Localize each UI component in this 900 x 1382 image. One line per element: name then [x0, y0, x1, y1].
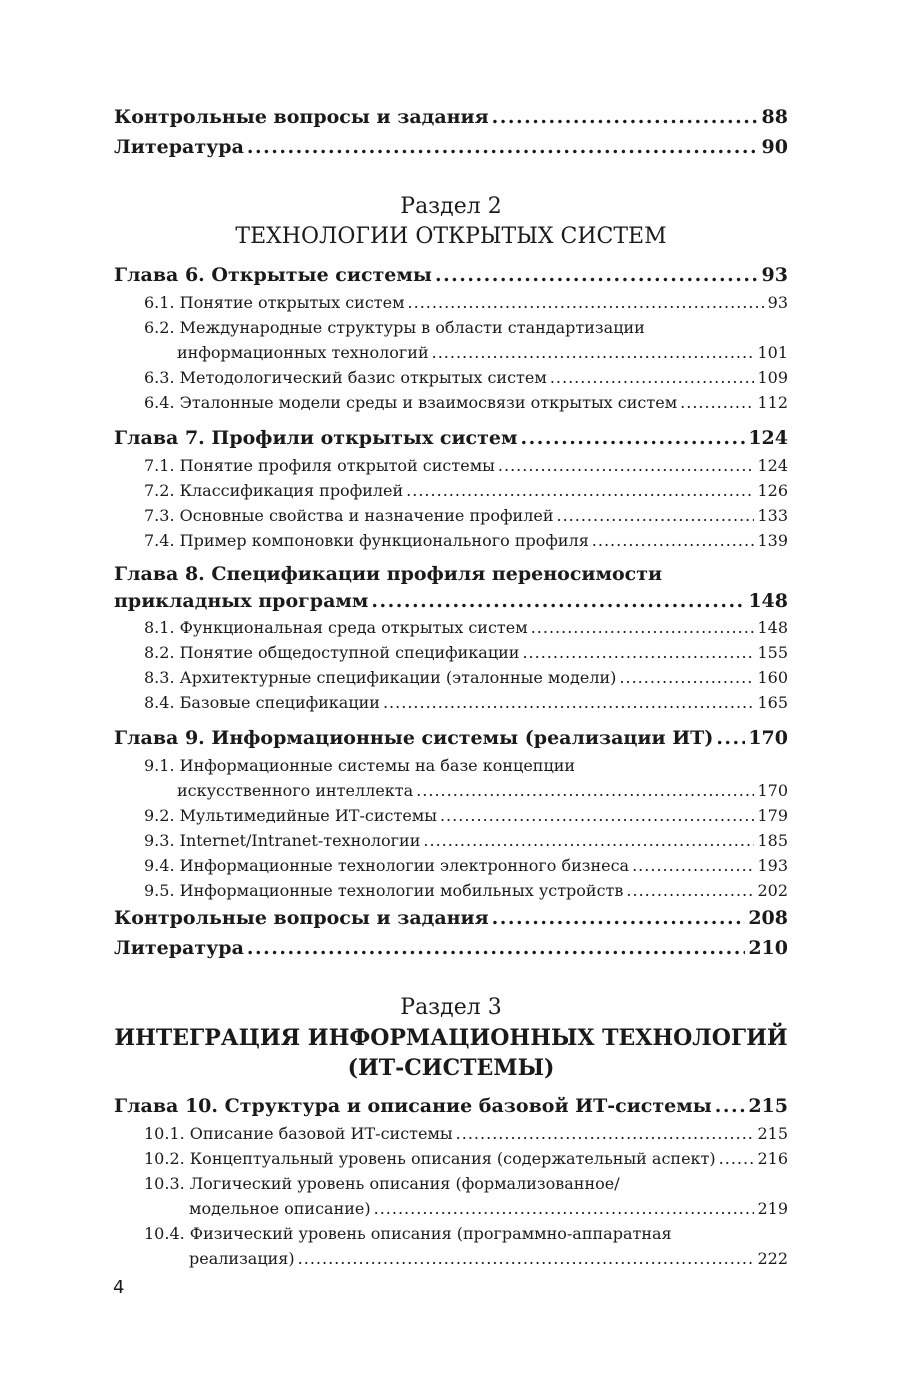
dot-leader [374, 1196, 755, 1221]
toc-chapter-entry [114, 132, 788, 162]
toc-subentry [114, 478, 788, 503]
toc-subentry [114, 528, 788, 553]
toc-subentry [114, 1246, 788, 1271]
entry-title: реализация) [189, 1249, 295, 1268]
dot-leader [716, 723, 745, 753]
section-title: ТЕХНОЛОГИИ ОТКРЫТЫХ СИСТЕМ [235, 224, 667, 249]
dot-leader [432, 340, 755, 365]
toc-chapter-entry [114, 102, 788, 132]
entry-page: 202 [757, 881, 788, 900]
dot-leader [435, 260, 759, 290]
entry-title: модельное описание) [189, 1199, 371, 1218]
toc-subentry [114, 803, 788, 828]
entry-title: 8.4. Базовые спецификации [144, 693, 380, 712]
section-label: Раздел 3 [400, 995, 502, 1020]
entry-title: 10.1. Описание базовой ИТ-системы [144, 1124, 453, 1143]
dot-leader [521, 423, 746, 453]
entry-title: Контрольные вопросы и задания [114, 907, 489, 929]
entry-title: Литература [114, 136, 244, 158]
entry-title: Глава 9. Информационные системы (реализации ИТ) [114, 727, 714, 749]
entry-title: 7.3. Основные свойства и назначение профилей [144, 506, 554, 525]
dot-leader [492, 102, 759, 132]
entry-page: 124 [748, 427, 788, 449]
entry-page: 101 [757, 343, 788, 362]
entry-page: 208 [748, 907, 788, 929]
entry-page: 155 [757, 643, 788, 662]
dot-leader [440, 803, 754, 828]
section-title-line-2: (ИТ-СИСТЕМЫ) [347, 1055, 555, 1081]
dot-leader [456, 1121, 755, 1146]
dot-leader [619, 665, 754, 690]
entry-page: 139 [757, 531, 788, 550]
entry-title: искусственного интеллекта [177, 781, 414, 800]
entry-title: Глава 6. Открытые системы [114, 264, 432, 286]
entry-title: Литература [114, 937, 244, 959]
entry-page: 126 [757, 481, 788, 500]
entry-page: 93 [767, 293, 788, 312]
toc-subentry [114, 503, 788, 528]
entry-page: 148 [757, 618, 788, 637]
toc-subentry-first-line: 10.3. Логический уровень описания (формализованное/ [144, 1174, 620, 1193]
entry-title: прикладных программ [114, 590, 369, 612]
entry-title: 8.1. Функциональная среда открытых систем [144, 618, 528, 637]
entry-page: 215 [757, 1124, 788, 1143]
entry-title: Контрольные вопросы и задания [114, 106, 489, 128]
dot-leader [492, 903, 746, 933]
toc-subentry [114, 853, 788, 878]
entry-title: 9.5. Информационные технологии мобильных устройств [144, 881, 624, 900]
toc-subentry [114, 390, 788, 415]
toc-subentry-first-line: 10.4. Физический уровень описания (программно-аппаратная [144, 1224, 672, 1243]
toc-subentry [114, 640, 788, 665]
toc-subentry [114, 665, 788, 690]
section-label: Раздел 2 [400, 194, 502, 219]
section-2-heading [114, 192, 788, 252]
toc-chapter-entry [114, 260, 788, 290]
entry-title: 7.2. Классификация профилей [144, 481, 404, 500]
entry-title: 6.1. Понятие открытых систем [144, 293, 405, 312]
dot-leader [557, 503, 755, 528]
entry-page: 160 [757, 668, 788, 687]
dot-leader [550, 365, 755, 390]
entry-title: Глава 7. Профили открытых систем [114, 427, 518, 449]
dot-leader [626, 878, 754, 903]
dot-leader [406, 478, 754, 503]
entry-title: 9.4. Информационные технологии электронного бизнеса [144, 856, 630, 875]
toc-subentry [114, 340, 788, 365]
entry-page: 170 [748, 727, 788, 749]
toc-chapter-entry [114, 903, 788, 933]
toc-subentry-first-line: 6.2. Международные структуры в области стандартизации [144, 318, 645, 337]
table-of-contents [114, 102, 788, 1271]
toc-subentry [114, 365, 788, 390]
entry-title: 8.2. Понятие общедоступной спецификации [144, 643, 520, 662]
dot-leader [247, 132, 759, 162]
toc-subentry [114, 1146, 788, 1171]
dot-leader [408, 290, 765, 315]
dot-leader [715, 1091, 746, 1121]
dot-leader [423, 828, 754, 853]
entry-page: 222 [757, 1249, 788, 1268]
entry-title: информационных технологий [177, 343, 429, 362]
dot-leader [592, 528, 755, 553]
toc-subentry [114, 828, 788, 853]
toc-chapter-entry [114, 423, 788, 453]
entry-page: 109 [757, 368, 788, 387]
dot-leader [632, 853, 754, 878]
entry-page: 210 [748, 937, 788, 959]
entry-title: 9.2. Мультимедийные ИТ-системы [144, 806, 437, 825]
entry-title: Глава 10. Структура и описание базовой ИТ-системы [114, 1095, 712, 1117]
toc-subentry [114, 453, 788, 478]
toc-subentry [114, 1196, 788, 1221]
entry-title: 10.2. Концептуальный уровень описания (содержательный аспект) [144, 1149, 716, 1168]
dot-leader [383, 690, 754, 715]
entry-page: 193 [757, 856, 788, 875]
entry-page: 148 [748, 590, 788, 612]
toc-chapter-entry [114, 587, 788, 615]
entry-title: 7.1. Понятие профиля открытой системы [144, 456, 495, 475]
toc-chapter-entry [114, 723, 788, 753]
entry-page: 112 [757, 393, 788, 412]
entry-page: 124 [757, 456, 788, 475]
dot-leader [719, 1146, 755, 1171]
dot-leader [247, 933, 745, 963]
entry-page: 88 [761, 106, 788, 128]
dot-leader [416, 778, 754, 803]
entry-page: 93 [761, 264, 788, 286]
entry-page: 215 [748, 1095, 788, 1117]
entry-page: 216 [757, 1149, 788, 1168]
entry-page: 219 [757, 1199, 788, 1218]
toc-chapter-entry [114, 1091, 788, 1121]
dot-leader [531, 615, 755, 640]
dot-leader [298, 1246, 755, 1271]
entry-page: 170 [757, 781, 788, 800]
dot-leader [498, 453, 755, 478]
section-title: ИНТЕГРАЦИЯ ИНФОРМАЦИОННЫХ ТЕХНОЛОГИЙ [114, 1025, 788, 1051]
dot-leader [522, 640, 754, 665]
entry-title: 9.3. Internet/Intranet-технологии [144, 831, 421, 850]
toc-subentry [114, 878, 788, 903]
entry-page: 179 [757, 806, 788, 825]
dot-leader [680, 390, 754, 415]
entry-title: 6.3. Методологический базис открытых систем [144, 368, 547, 387]
entry-page: 133 [757, 506, 788, 525]
entry-title: 6.4. Эталонные модели среды и взаимосвязи открытых систем [144, 393, 678, 412]
entry-title: 7.4. Пример компоновки функционального профиля [144, 531, 589, 550]
page-number: 4 [113, 1277, 125, 1298]
entry-title: 8.3. Архитектурные спецификации (эталонные модели) [144, 668, 617, 687]
toc-subentry [114, 690, 788, 715]
toc-chapter-first-line: Глава 8. Спецификации профиля переносимости [114, 563, 663, 585]
entry-page: 90 [761, 136, 788, 158]
dot-leader [371, 587, 745, 615]
entry-page: 185 [757, 831, 788, 850]
toc-subentry [114, 290, 788, 315]
section-3-heading [114, 993, 788, 1083]
toc-subentry [114, 1121, 788, 1146]
toc-subentry-first-line: 9.1. Информационные системы на базе концепции [144, 756, 576, 775]
toc-subentry [114, 615, 788, 640]
toc-chapter-entry [114, 933, 788, 963]
toc-subentry [114, 778, 788, 803]
entry-page: 165 [757, 693, 788, 712]
